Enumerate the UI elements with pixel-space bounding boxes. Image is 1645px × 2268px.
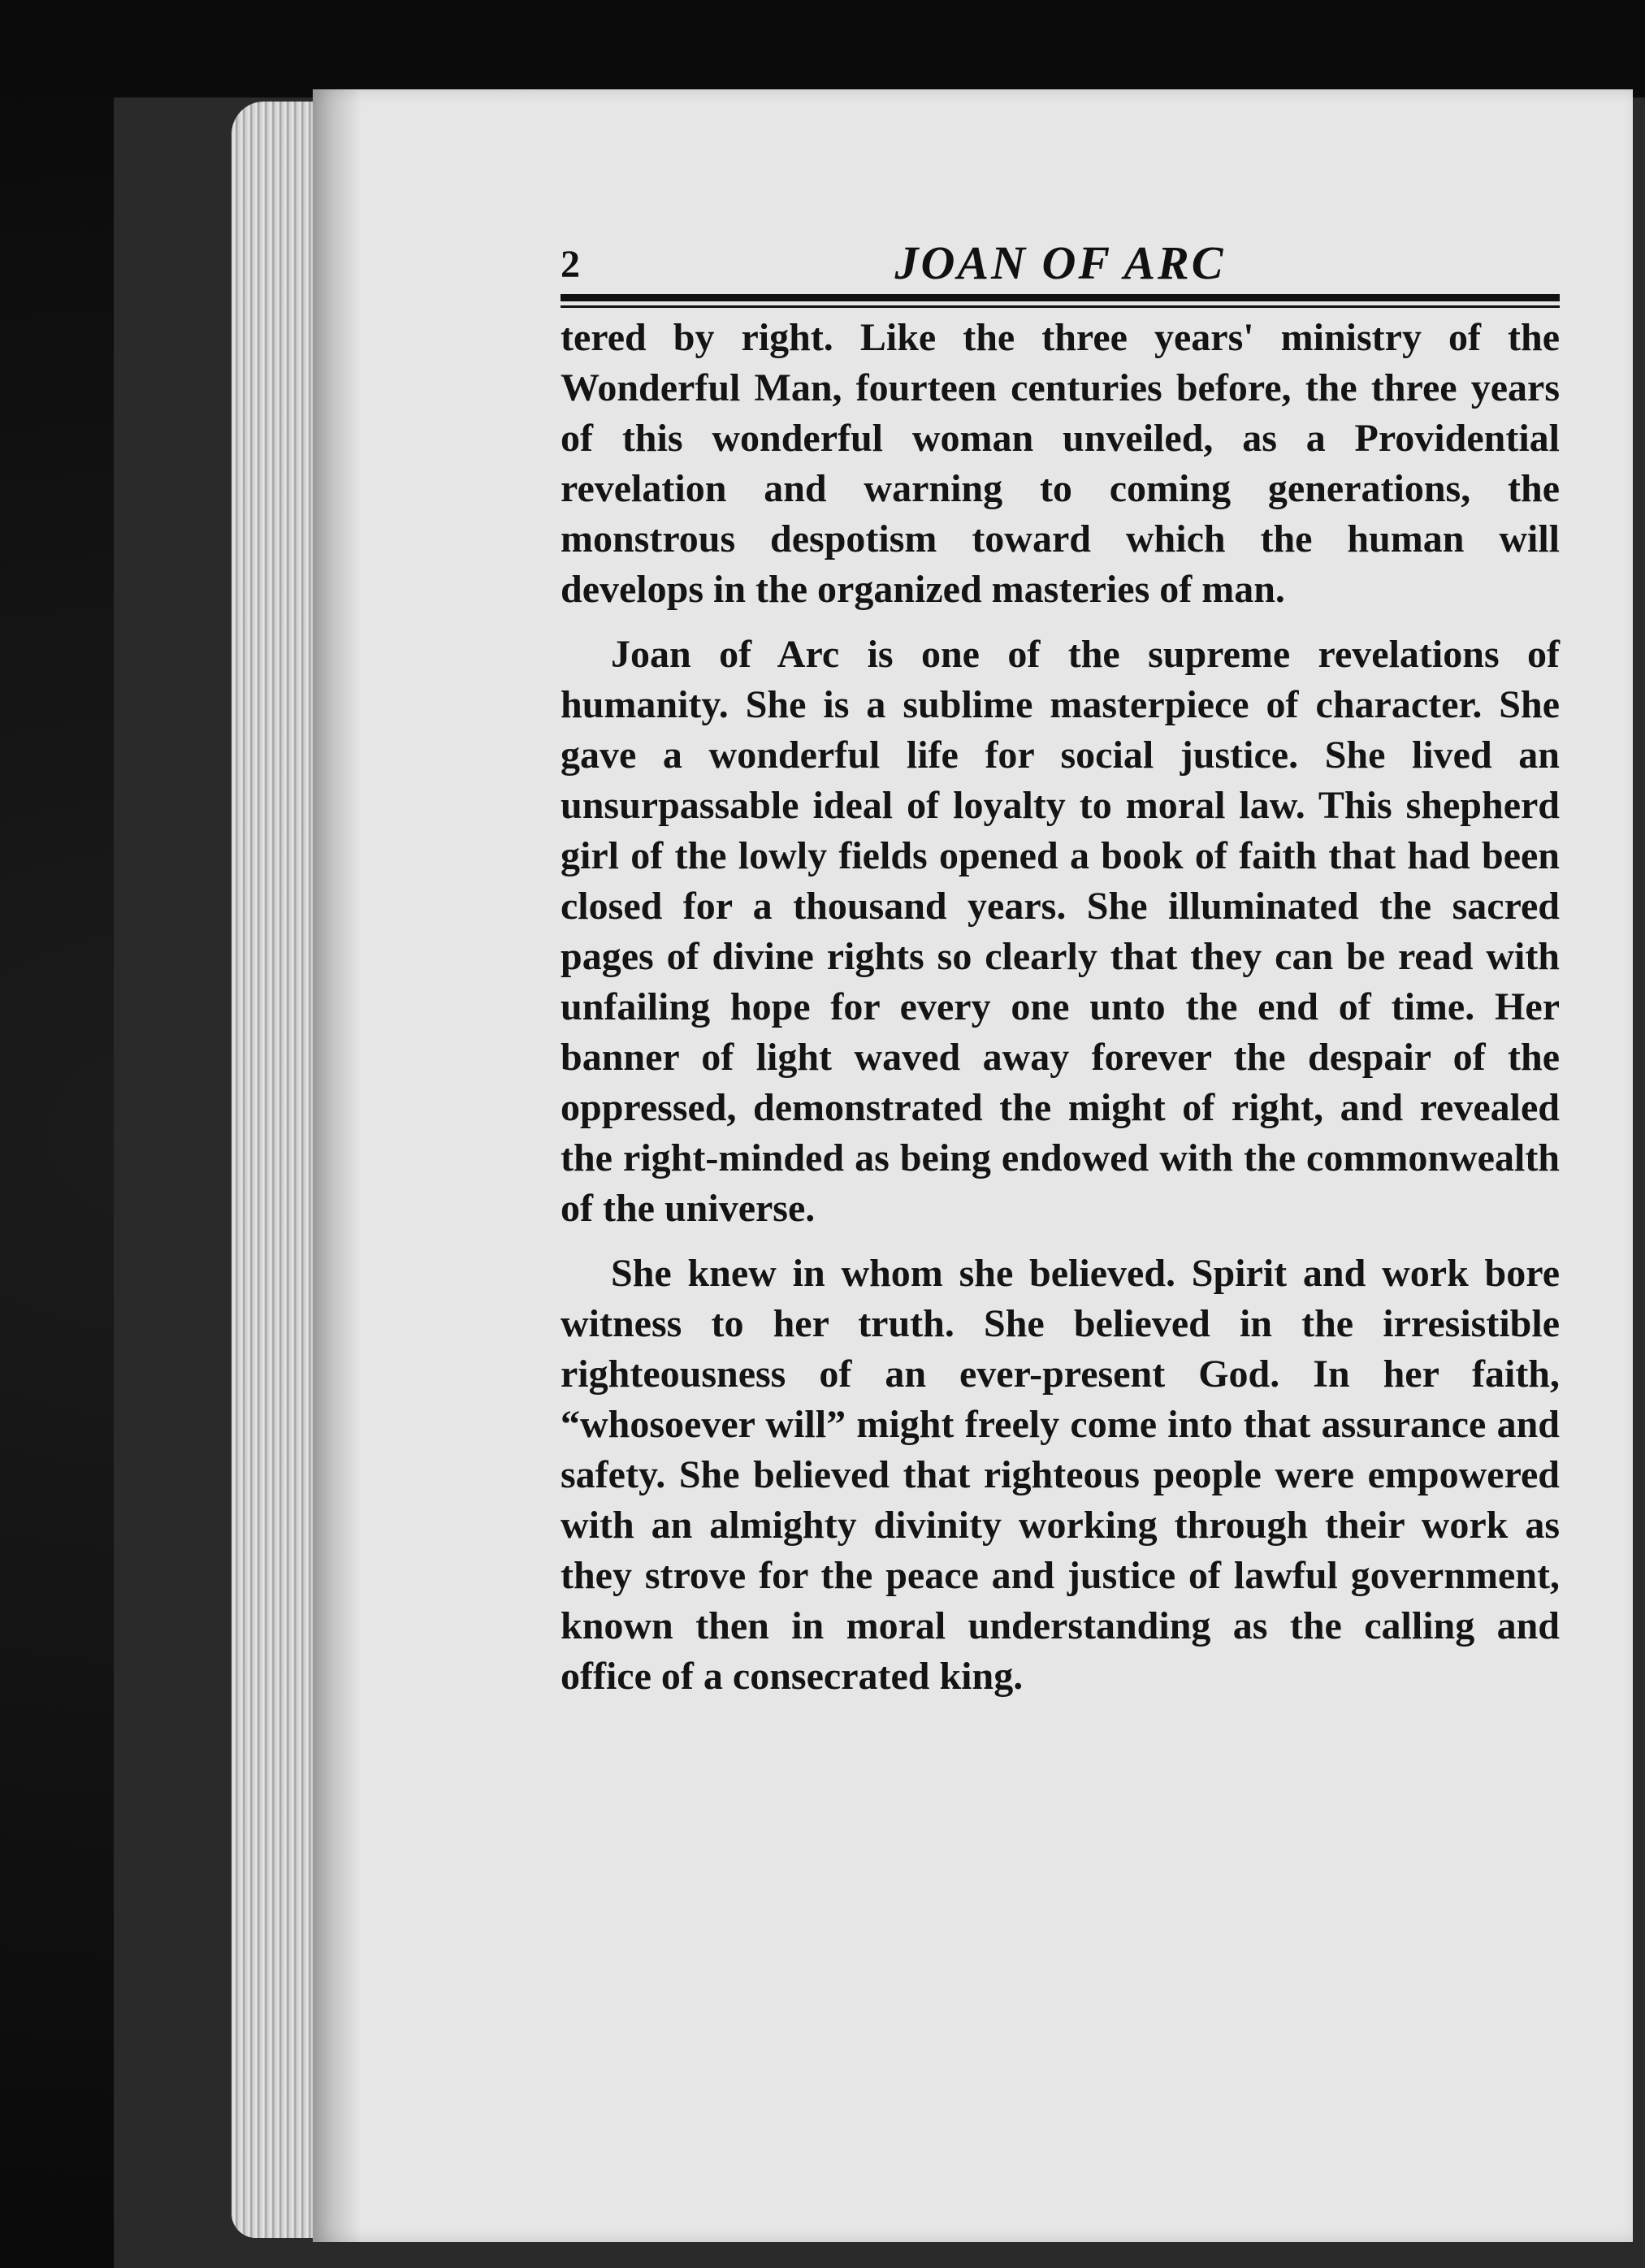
running-head (561, 236, 1560, 292)
paragraph: Joan of Arc is one of the supreme revelations of humanity. She is a sublime masterpiece of character. She gave a wonderful life for social justice. She lived an unsurpassable ideal of loyalty to moral law. This shepherd girl of the lowly fields opened a book of faith that had been closed for a thousand years. She illuminated the sacred pages of divine rights so clearly that they can be read with unfailing hope for every one unto the end of time. Her banner of light waved away forever the despair of the oppressed, demonstrated the might of right, and revealed the right-minded as being endowed with the commonwealth of the universe. (561, 633, 1560, 1230)
body-text (561, 313, 1560, 1702)
header-rule-thick (561, 294, 1560, 301)
page-number: 2 (561, 243, 580, 286)
book-title: JOAN OF ARC (894, 236, 1226, 289)
paragraph: She knew in whom she believed. Spirit and work bore witness to her truth. She believed in the irresistible righteousness of an ever-present God. In her faith, “whosoever will” might freely come into that assurance and safety. She believed that righteous people were empowered with an almighty divinity working through their work as they strove for the peace and justice of lawful government, known then in moral understanding as the calling and office of a consecrated king. (561, 1252, 1560, 1698)
header-rule-thin (561, 305, 1560, 308)
gutter-shadow (313, 89, 361, 2242)
paragraph-continued: tered by right. Like the three years' ministry of the Wonderful Man, fourteen centuries before, the three years of this wonderful woman unveiled, as a Providential revelation and warning to coming generations, the monstrous despotism toward which the human will develops in the organized masteries of man. (561, 316, 1560, 611)
book-page (313, 89, 1633, 2242)
